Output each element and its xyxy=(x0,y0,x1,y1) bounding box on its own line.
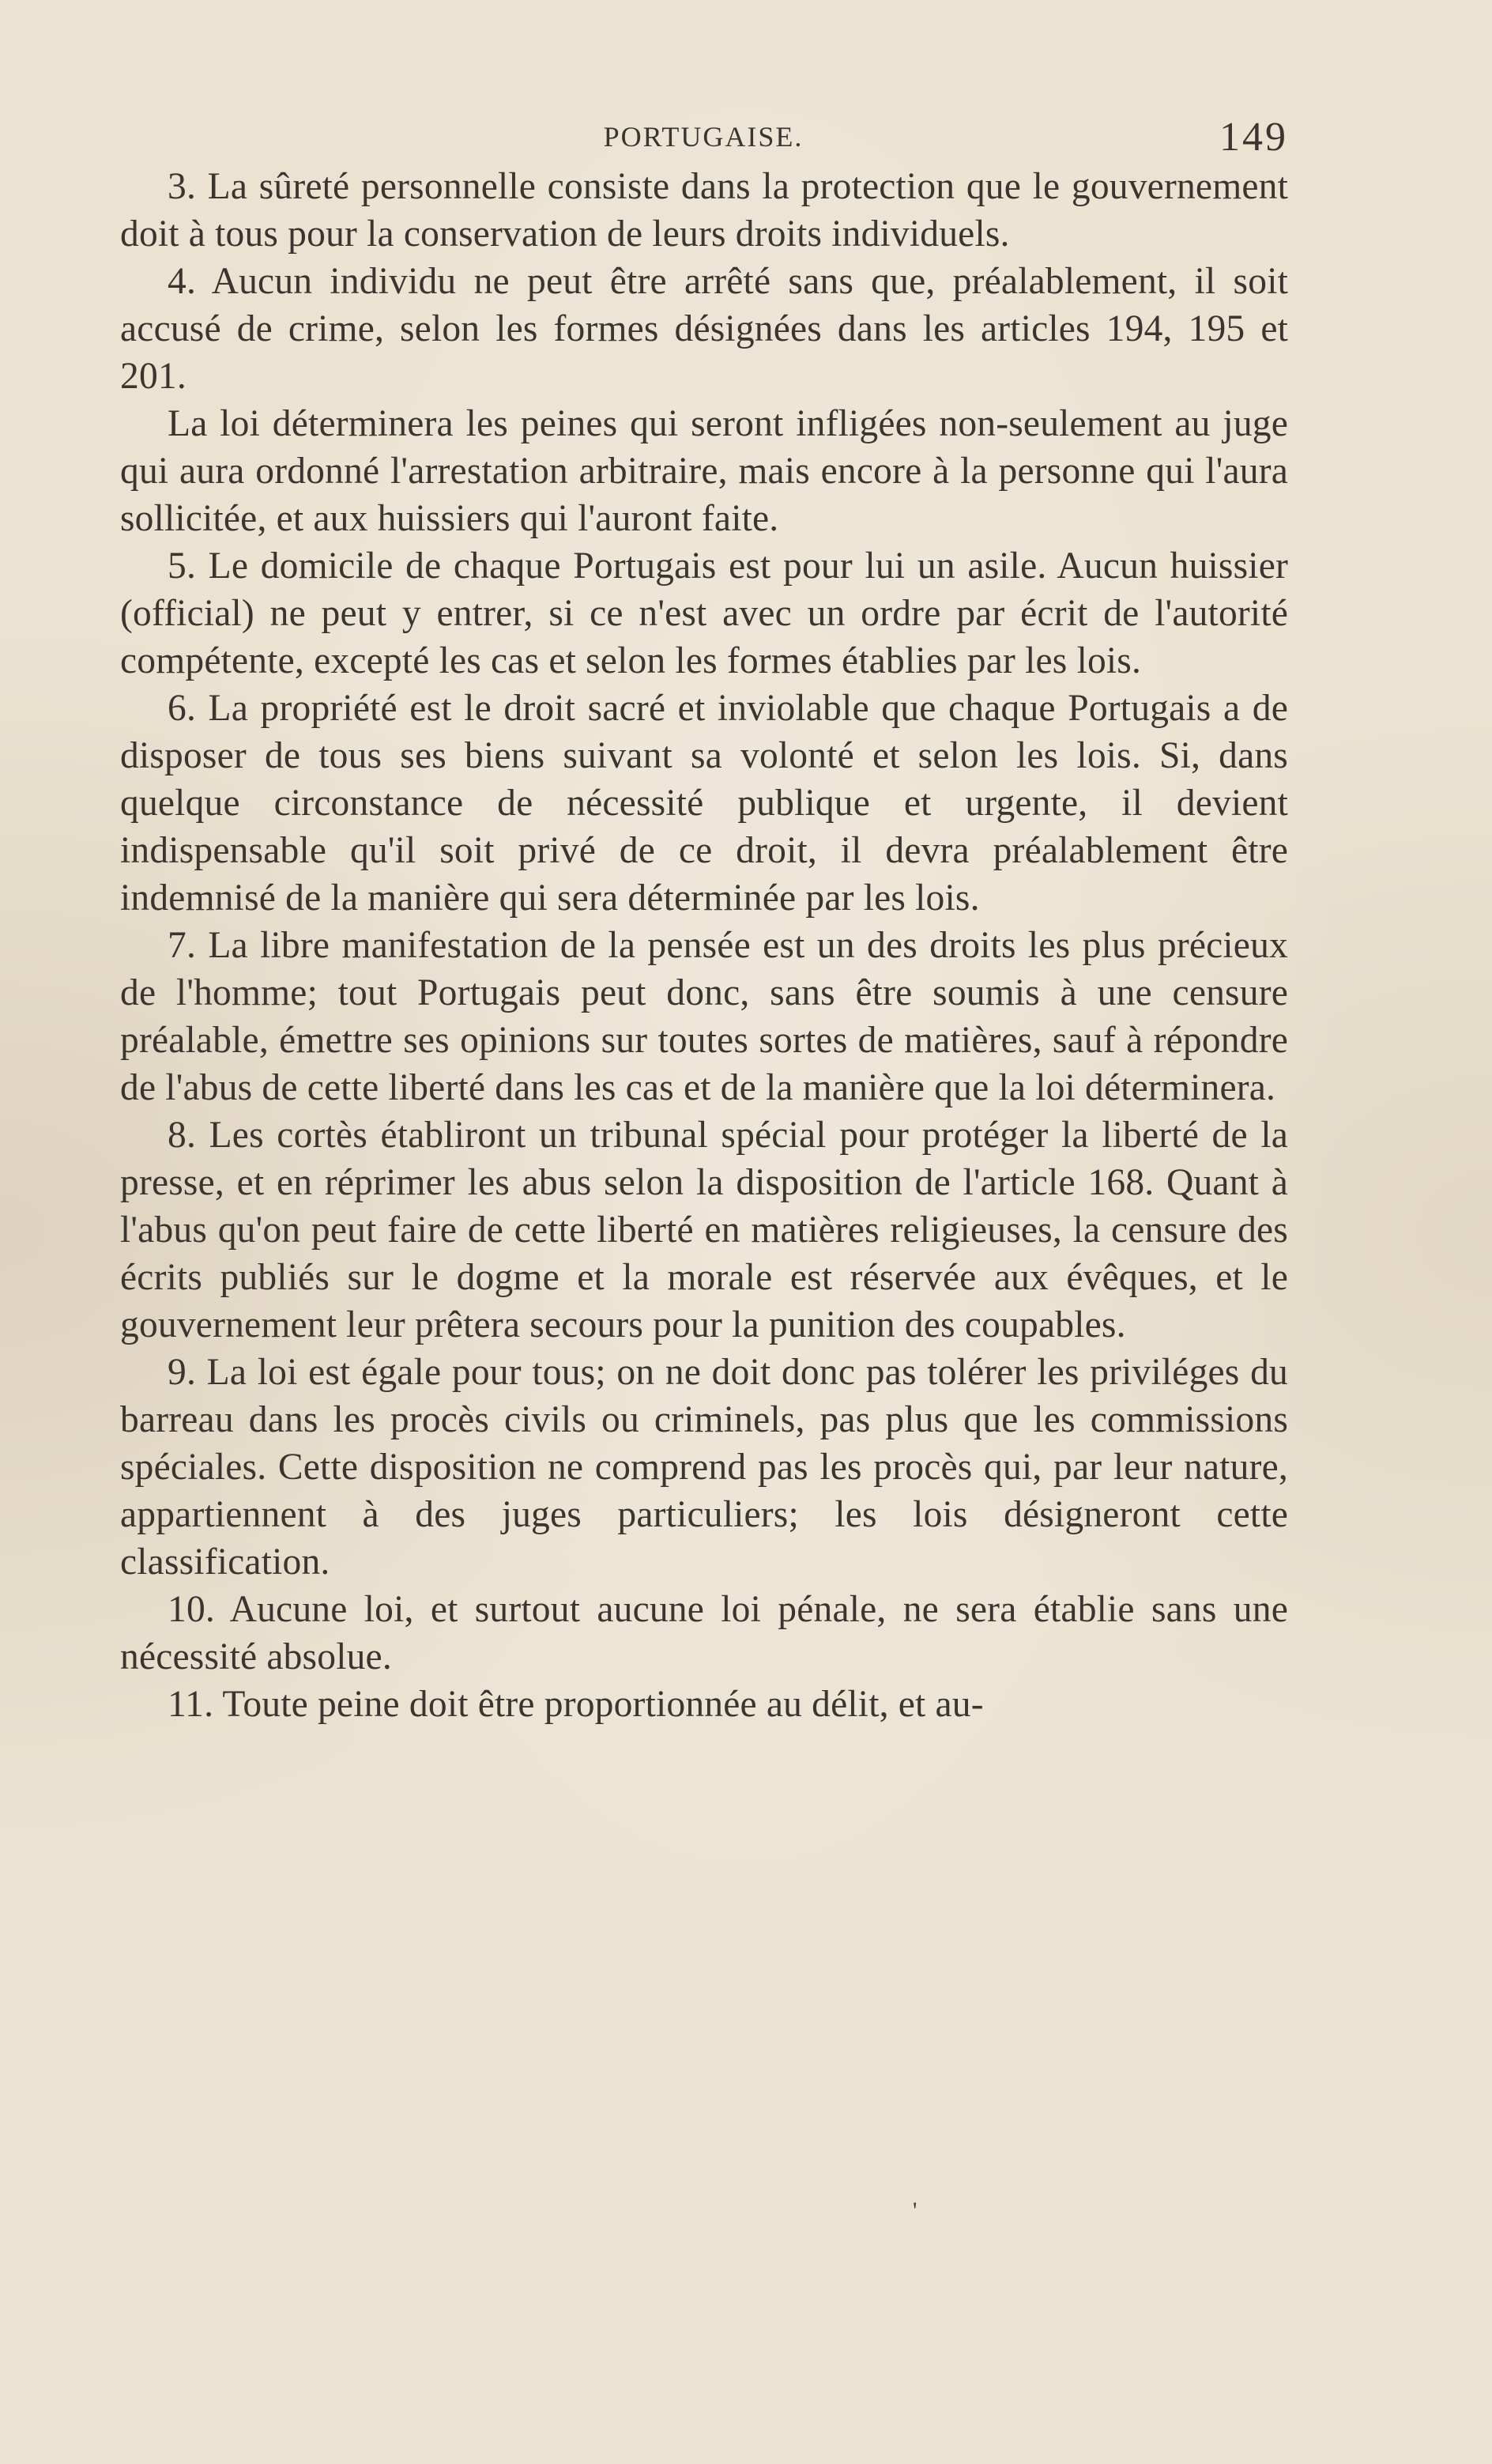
footer-mark: ' xyxy=(913,2198,917,2224)
paragraph-article-9: 9. La loi est égale pour tous; on ne doit donc pas tolérer les priviléges du barreau dans les procès civils ou criminels, pas plus que les commissions spéciales. Cette disposition ne comprend pas les procès qui, par leur nature, appartiennent à des juges particuliers; les lois désigneront cette classification. xyxy=(120,1352,1288,1583)
paragraph-article-5: 5. Le domicile de chaque Portugais est pour lui un asile. Aucun huissier (official) ne peut y entrer, si ce n'est avec un ordre par écrit de l'autorité compétente, excepté les cas et selon les formes établies par les lois. xyxy=(120,545,1288,681)
running-title: PORTUGAISE. xyxy=(603,121,804,153)
body-text xyxy=(120,163,1288,1728)
paragraph-article-4-continued: La loi déterminera les peines qui seront infligées non-seulement au juge qui aura ordonné l'arrestation arbitraire, mais encore à la personne qui l'aura sollicitée, et aux huissiers qui l'auront faite. xyxy=(120,403,1288,539)
paragraph-article-6: 6. La propriété est le droit sacré et inviolable que chaque Portugais a de disposer de tous ses biens suivant sa volonté et selon les lois. Si, dans quelque circonstance de nécessité publique et urgente, il devient indispensable qu'il soit privé de ce droit, il devra préalablement être indemnisé de la manière qui sera déterminée par les lois. xyxy=(120,688,1288,919)
paragraph-article-3: 3. La sûreté personnelle consiste dans la protection que le gouvernement doit à tous pour la conservation de leurs droits individuels. xyxy=(120,166,1288,255)
paragraph-article-4: 4. Aucun individu ne peut être arrêté sans que, préalablement, il soit accusé de crime, selon les formes désignées dans les articles 194, 195 et 201. xyxy=(120,261,1288,397)
paragraph-article-11: 11. Toute peine doit être proportionnée au délit, et au- xyxy=(168,1684,984,1725)
paragraph-article-8: 8. Les cortès établiront un tribunal spécial pour protéger la liberté de la presse, et en réprimer les abus selon la disposition de l'article 168. Quant à l'abus qu'on peut faire de cette liberté en matières religieuses, la censure des écrits publiés sur le dogme et la morale est réservée aux évêques, et le gouvernement leur prêtera secours pour la punition des coupables. xyxy=(120,1115,1288,1345)
page-header xyxy=(119,109,1288,164)
paragraph-article-7: 7. La libre manifestation de la pensée est un des droits les plus précieux de l'homme; tout Portugais peut donc, sans être soumis à une censure préalable, émettre ses opinions sur toutes sortes de matières, sauf à répondre de l'abus de cette liberté dans les cas et de la manière que la loi déterminera. xyxy=(120,925,1288,1108)
page-number: 149 xyxy=(1219,115,1288,160)
paragraph-article-10: 10. Aucune loi, et surtout aucune loi pénale, ne sera établie sans une nécessité absolue. xyxy=(120,1589,1288,1677)
